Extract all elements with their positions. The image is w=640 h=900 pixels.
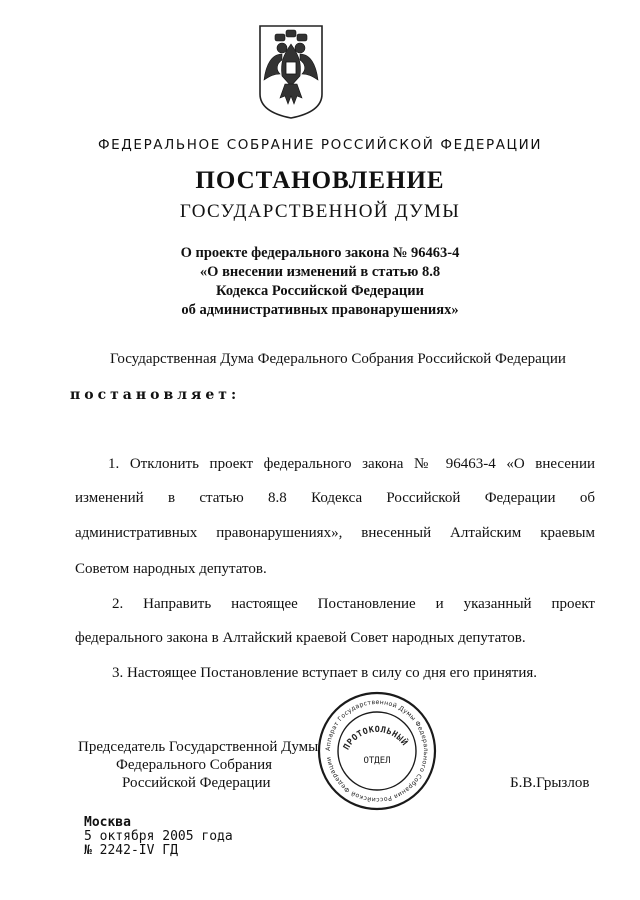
item1-line3: административных правонарушениях», внесенный Алтайским краевым [75, 525, 595, 541]
signatory-title-line3: Российской Федерации [122, 775, 271, 791]
stamp-inner-top: ПРОТОКОЛЬНЫЙ [341, 724, 410, 752]
footer-date: 5 октября 2005 года [84, 829, 233, 844]
subject-line-3: Кодекса Российской Федерации [216, 283, 424, 299]
subject-line-2: «О внесении изменений в статью 8.8 [199, 264, 441, 280]
item3-text: 3. Настоящее Постановление вступает в силу со дня его принятия. [112, 665, 538, 681]
item2-line1: 2. Направить настоящее Постановление и указанный проект [112, 596, 595, 612]
document-type-title: ПОСТАНОВЛЕНИЕ [195, 167, 445, 194]
item1-line4: Советом народных депутатов. [75, 561, 267, 577]
subject-line-1: О проекте федерального закона № 96463-4 [180, 245, 460, 261]
signatory-title-line1: Председатель Государственной Думы [78, 739, 319, 755]
decree-word: постановляет: [70, 387, 241, 403]
footer-city: Москва [84, 815, 131, 830]
preamble-text: Государственная Дума Федерального Собрания Российской Федерации [110, 351, 566, 367]
item2-line2: федерального закона в Алтайский краевой Совет народных депутатов. [75, 630, 526, 646]
signatory-title-line2: Федерального Собрания [116, 757, 273, 773]
svg-text:Аппарат Государственной Думы Ф [325, 699, 429, 804]
issuing-body-title: ГОСУДАРСТВЕННОЙ ДУМЫ [179, 201, 461, 222]
signatory-name: Б.В.Грызлов [510, 775, 590, 791]
russian-coat-of-arms-icon [258, 24, 324, 120]
assembly-heading: ФЕДЕРАЛЬНОЕ СОБРАНИЕ РОССИЙСКОЙ ФЕДЕРАЦИИ [97, 137, 543, 153]
official-stamp-icon [316, 690, 438, 812]
svg-text:ПРОТОКОЛЬНЫЙ [342, 725, 411, 752]
subject-line-4: об административных правонарушениях» [181, 302, 459, 318]
footer-number: № 2242-IV ГД [84, 843, 178, 858]
stamp-ring-text: Аппарат Государственной Думы Федерального Собрания Российской Федерации [324, 698, 430, 804]
stamp-inner-center: ОТДЕЛ [363, 756, 391, 766]
item1-line2: изменений в статью 8.8 Кодекса Российской Федерации об [75, 490, 595, 506]
item1-line1: 1. Отклонить проект федерального закона № 96463-4 «О внесении [108, 456, 595, 472]
